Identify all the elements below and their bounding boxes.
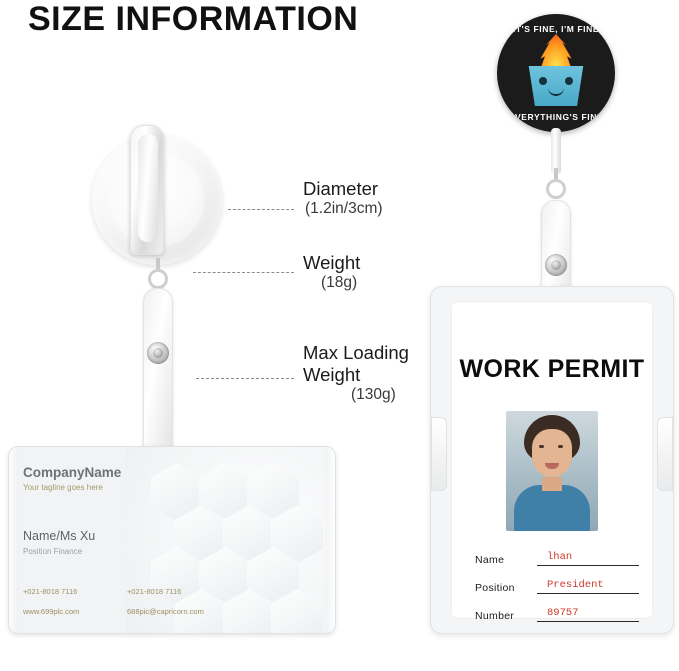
permit-field-key-number: Number: [475, 610, 515, 622]
callout-weight-label: Weight: [303, 252, 361, 273]
left-strap-assembly: [132, 258, 184, 468]
card-contact-phone-2: +021-8018 7116: [127, 587, 182, 596]
retractable-badge-reel-left: [92, 135, 222, 265]
card-contact-email: 688pic@capricorn.com: [127, 607, 204, 616]
permit-field-key-position: Position: [475, 582, 515, 594]
callout-diameter: [303, 178, 383, 218]
card-holder-left-wing: [431, 417, 447, 491]
vertical-card-holder: [430, 286, 674, 634]
permit-field-row: [475, 579, 639, 594]
snap-button-icon: [147, 342, 169, 364]
permit-field-value-position: President: [537, 579, 639, 594]
hook-ring: [148, 269, 168, 289]
card-contact-phone-1: +021-8018 7116: [23, 587, 78, 596]
topper-text-bottom: EVERYTHING'S FINE: [508, 112, 604, 122]
dumpster-smile: [548, 88, 564, 96]
callout-max-load-label-line1: Max Loading: [303, 342, 409, 363]
hexagon-pattern: [125, 447, 335, 633]
dumpster-eye-left: [539, 77, 547, 85]
photo-face: [532, 429, 572, 477]
photo-eye-left: [539, 445, 544, 448]
work-permit-title: WORK PERMIT: [459, 355, 645, 383]
photo-torso: [514, 485, 590, 531]
callout-diameter-value: (1.2in/3cm): [305, 199, 383, 217]
leader-line-max-load: [196, 378, 294, 379]
belt-clip-icon: [130, 125, 164, 255]
permit-field-key-name: Name: [475, 554, 505, 566]
card-holder-right-wing: [657, 417, 673, 491]
hook-ring: [546, 179, 566, 199]
photo-eye-right: [558, 445, 563, 448]
callout-max-loading-weight: [303, 342, 409, 404]
vinyl-strap: [143, 288, 173, 460]
dumpster-eye-right: [565, 77, 573, 85]
permit-field-row: [475, 607, 639, 622]
permit-field-row: [475, 551, 639, 566]
snap-button-icon: [545, 254, 567, 276]
swivel-hook-icon: [145, 258, 171, 292]
card-person-name: Name/Ms Xu: [23, 529, 96, 543]
leader-line-weight: [193, 272, 294, 273]
callout-weight-value: (18g): [321, 273, 358, 291]
swivel-hook-icon: [543, 168, 569, 202]
card-holder-left-edge: [9, 447, 19, 633]
callout-diameter-label: Diameter: [303, 178, 379, 199]
badge-reel-topper-graphic: [497, 14, 615, 132]
permit-field-list: [475, 551, 639, 634]
permit-field-value-name: lhan: [537, 551, 639, 566]
card-person-role: Position Finance: [23, 547, 83, 556]
id-photo: [506, 411, 598, 531]
card-contact-website: www.699plc.com: [23, 607, 80, 616]
photo-neck: [542, 477, 562, 491]
card-holder-right-edge: [325, 447, 335, 633]
permit-field-value-number: 89757: [537, 607, 639, 622]
company-tagline: Your tagline goes here: [23, 483, 103, 492]
horizontal-card-holder: [8, 446, 336, 634]
dumpster-icon: [525, 66, 587, 106]
page-title: SIZE INFORMATION: [28, 0, 359, 38]
callout-max-load-label-line2: Weight: [303, 363, 361, 385]
callout-max-load-value: (130g): [351, 385, 396, 403]
topper-text-top: IT'S FINE, I'M FINE: [512, 24, 600, 34]
callout-weight: [303, 252, 360, 292]
leader-line-diameter: [228, 209, 294, 210]
company-name: CompanyName: [23, 465, 122, 480]
